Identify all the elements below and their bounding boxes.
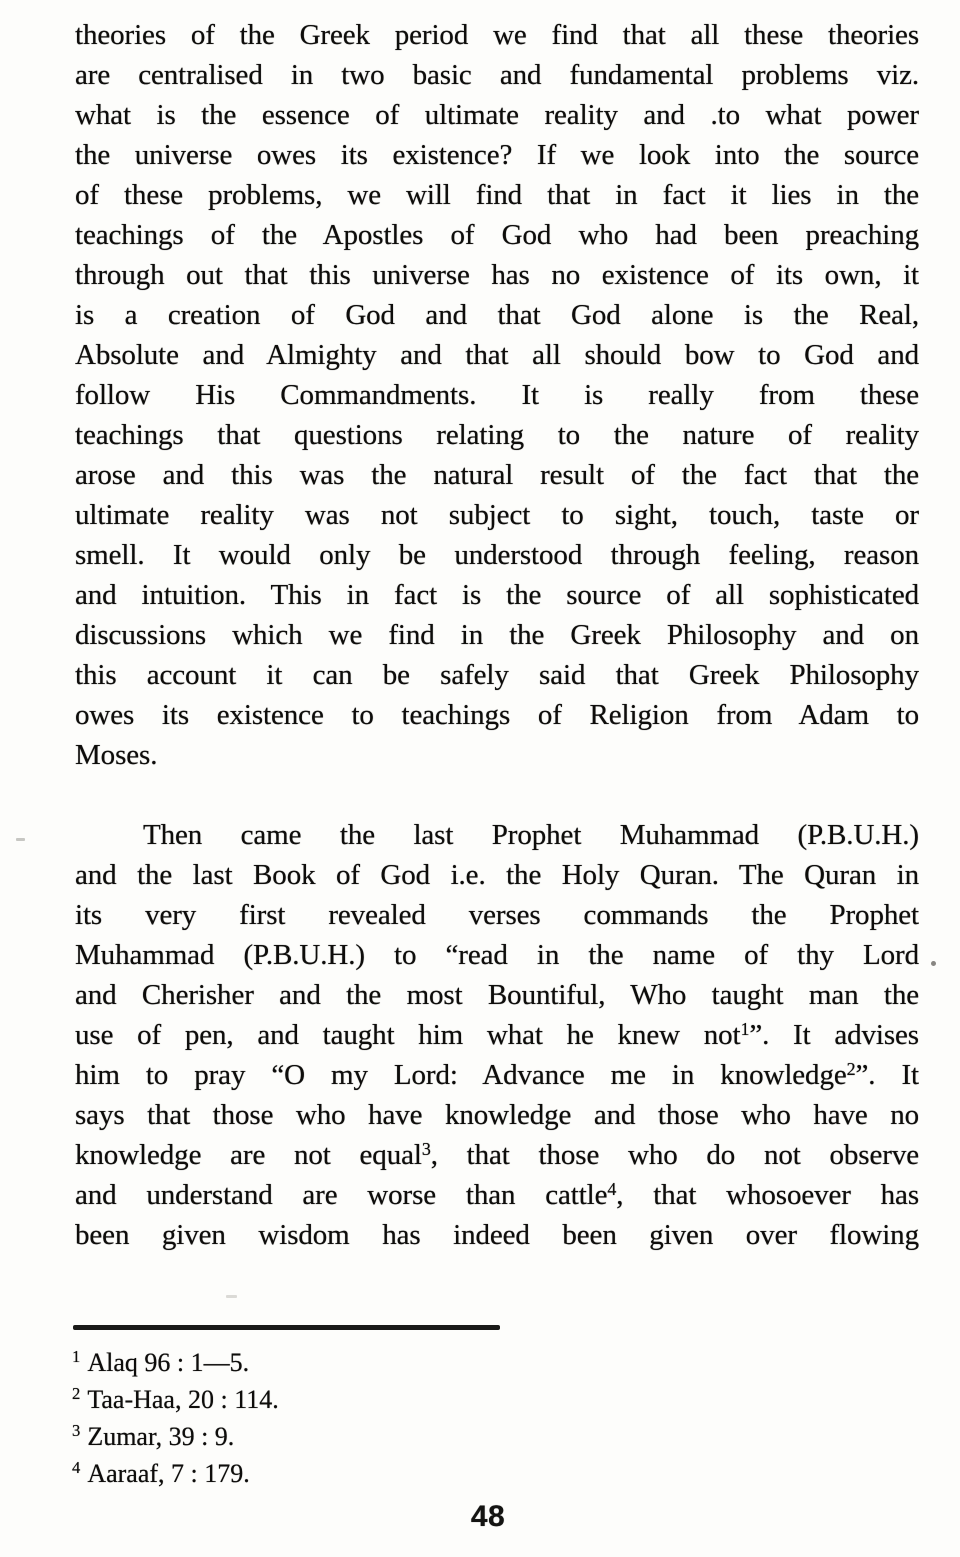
- text-line: and understand are worse than cattle$^4$, that whosoever has: [75, 1179, 919, 1211]
- text-line: theories of the Greek period we find that all these theories: [75, 19, 919, 51]
- footnote-marker: 1: [72, 1346, 81, 1366]
- text-line: ultimate reality was not subject to sight, touch, taste or: [75, 499, 919, 531]
- footnote-ref: 2: [846, 1059, 856, 1080]
- text-line: Moses.: [75, 739, 158, 771]
- paragraph: [75, 815, 919, 1255]
- text-line: discussions which we find in the Greek Philosophy and on: [75, 619, 919, 651]
- text-line: smell. It would only be understood through feeling, reason: [75, 539, 919, 571]
- footnote-ref: 1: [740, 1019, 750, 1040]
- text-line: knowledge are not equal$^3$, that those who do not observe: [75, 1139, 919, 1171]
- text-line: its very first revealed verses commands the Prophet: [75, 899, 919, 931]
- text-line: what is the essence of ultimate reality and .to what power: [75, 99, 919, 131]
- text-line: arose and this was the natural result of the fact that the: [75, 459, 919, 491]
- footnote-rule: [73, 1325, 500, 1330]
- footnote-ref: 3: [421, 1139, 431, 1160]
- text-line: been given wisdom has indeed been given over flowing: [75, 1219, 919, 1251]
- footnote: [72, 1418, 279, 1455]
- footnote-ref: 4: [607, 1179, 617, 1200]
- footnote: [72, 1381, 279, 1418]
- scan-artifact: [16, 838, 25, 841]
- text-line: Then came the last Prophet Muhammad (P.B.U.H.): [143, 819, 919, 851]
- scan-artifact: [931, 961, 936, 966]
- footnote-text: Taa-Haa, 20 : 114.: [87, 1385, 279, 1414]
- page-number: 48: [470, 1500, 506, 1533]
- text-line: this account it can be safely said that Greek Philosophy: [75, 659, 919, 691]
- text-line: Muhammad (P.B.U.H.) to “read in the name of thy Lord: [75, 939, 919, 971]
- footnote-text: Zumar, 39 : 9.: [87, 1422, 235, 1451]
- footnotes: [72, 1344, 279, 1492]
- text-line: and the last Book of God i.e. the Holy Quran. The Quran in: [75, 859, 919, 891]
- footnote-marker: 2: [72, 1383, 81, 1403]
- text-line: use of pen, and taught him what he knew not$^1$”. It advises: [75, 1019, 919, 1051]
- paragraph: [75, 15, 919, 775]
- text-line: and intuition. This in fact is the source of all sophisticated: [75, 579, 919, 611]
- text-line: says that those who have knowledge and those who have no: [75, 1099, 919, 1131]
- text-line: him to pray “O my Lord: Advance me in knowledge$^2$”. It: [75, 1059, 919, 1091]
- footnote-text: Alaq 96 : 1—5.: [87, 1348, 250, 1377]
- text-line: through out that this universe has no existence of its own, it: [75, 259, 919, 291]
- footnote: [72, 1455, 279, 1492]
- text-line: follow His Commandments. It is really from these: [75, 379, 919, 411]
- text-line: is a creation of God and that God alone is the Real,: [75, 299, 919, 331]
- text-line: teachings that questions relating to the nature of reality: [75, 419, 919, 451]
- text-line: owes its existence to teachings of Religion from Adam to: [75, 699, 919, 731]
- footnote-marker: 3: [72, 1420, 81, 1440]
- footnote-marker: 4: [72, 1457, 81, 1477]
- text-line: teachings of the Apostles of God who had been preaching: [75, 219, 919, 251]
- body-text: [75, 15, 919, 1255]
- text-line: Absolute and Almighty and that all should bow to God and: [75, 339, 919, 371]
- footnote: [72, 1344, 279, 1381]
- scan-artifact: [226, 1295, 237, 1298]
- text-line: of these problems, we will find that in fact it lies in the: [75, 179, 919, 211]
- text-line: are centralised in two basic and fundamental problems viz.: [75, 59, 919, 91]
- text-line: and Cherisher and the most Bountiful, Who taught man the: [75, 979, 919, 1011]
- footnote-text: Aaraaf, 7 : 179.: [87, 1459, 250, 1488]
- text-line: the universe owes its existence? If we look into the source: [75, 139, 919, 171]
